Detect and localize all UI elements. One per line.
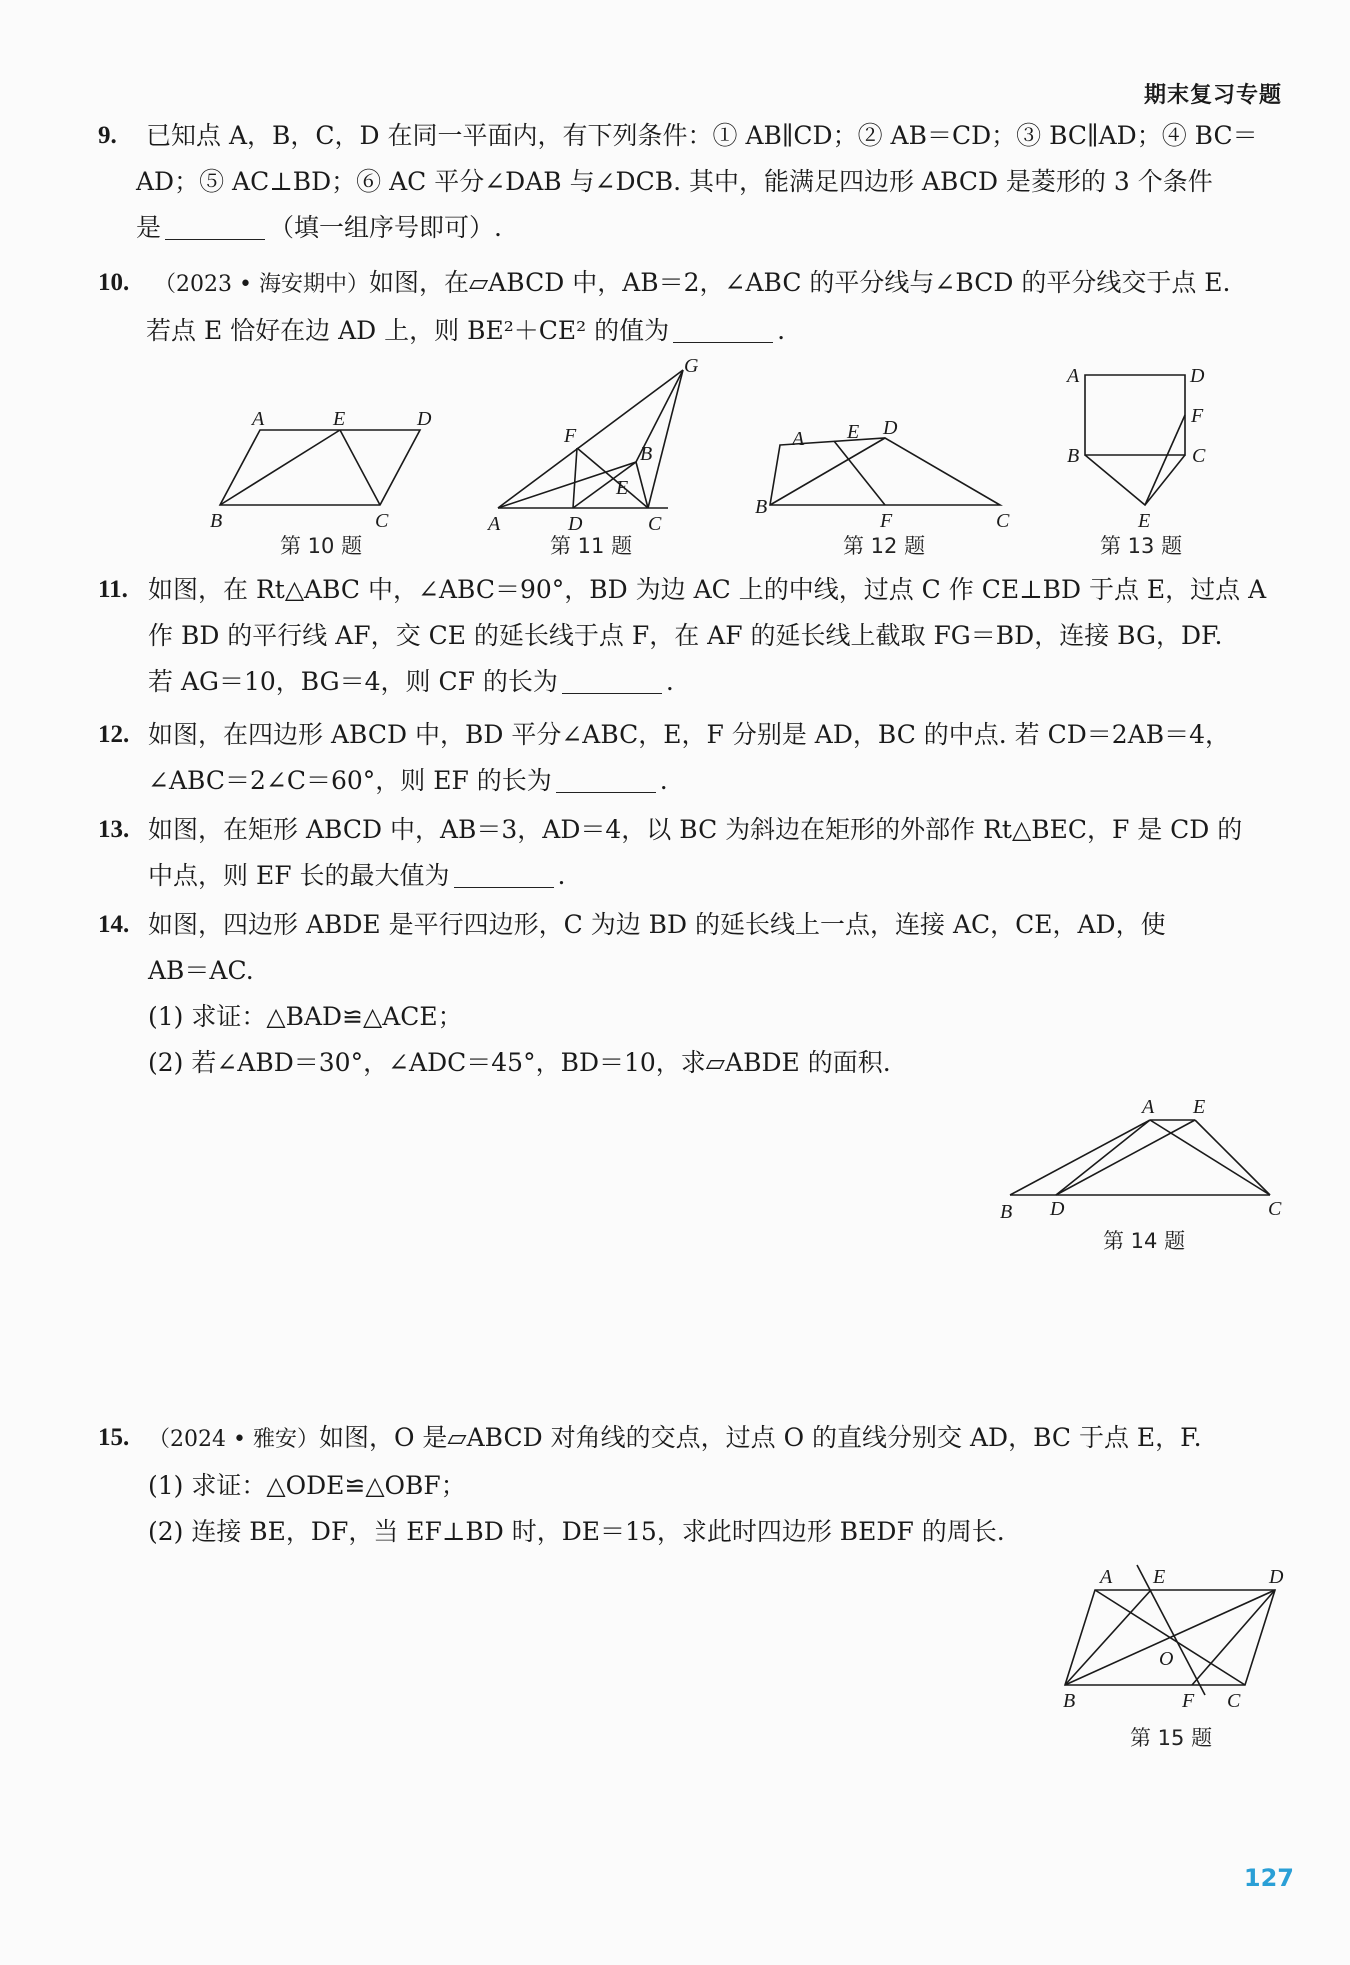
label-f: F	[1191, 405, 1204, 427]
segment-ad	[1056, 1120, 1150, 1195]
answer-blank[interactable]	[556, 762, 656, 793]
segment-ed	[1056, 1120, 1195, 1195]
label-e: E	[847, 421, 860, 443]
label-c: C	[375, 510, 389, 532]
question-12	[98, 712, 1282, 804]
question-number: 9.	[98, 122, 117, 149]
answer-blank[interactable]	[165, 209, 265, 240]
segment-be	[1065, 1590, 1151, 1685]
question-14	[98, 902, 1282, 1086]
label-a: A	[252, 408, 265, 430]
question-11	[98, 567, 1282, 705]
label-d: D	[1269, 1566, 1284, 1588]
label-c: C	[1192, 445, 1206, 467]
segment-ec	[1195, 1120, 1270, 1195]
page-number: 127	[1243, 1864, 1294, 1892]
segment-ef	[1145, 415, 1185, 505]
question-10	[98, 260, 1282, 354]
page-header: 期末复习专题	[1143, 83, 1282, 108]
question-text: 已知点 A，B，C，D 在同一平面内，有下列条件：① AB∥CD；② AB＝CD；③ BC∥AD；④ BC＝	[146, 121, 1258, 150]
figure-13-diagram	[1055, 360, 1225, 535]
label-d: D	[1190, 365, 1205, 387]
label-f: F	[880, 510, 893, 532]
figure-11-diagram	[488, 355, 699, 535]
figure-13	[1055, 360, 1225, 535]
quadrilateral-abcd	[770, 438, 1000, 505]
label-a: A	[1067, 365, 1080, 387]
question-number: 13.	[98, 816, 130, 843]
label-e: E	[616, 477, 629, 499]
question-text: .	[665, 667, 674, 696]
question-text-line	[148, 853, 1282, 899]
question-text: 若 AG＝10，BG＝4，则 CF 的长为	[148, 667, 558, 696]
label-a: A	[488, 513, 501, 535]
segment-ef	[834, 441, 885, 505]
question-text: .	[557, 861, 566, 890]
question-number: 15.	[98, 1424, 130, 1451]
question-number: 12.	[98, 721, 130, 748]
figure-15	[1055, 1555, 1285, 1715]
question-text: 作 BD 的平行线 AF，交 CE 的延长线于点 F，在 AF 的延长线上截取 FG＝BD，连接 BG，DF.	[148, 621, 1223, 650]
answer-blank[interactable]	[454, 857, 554, 888]
label-b: B	[1000, 1201, 1013, 1223]
question-text: .	[659, 766, 668, 795]
segment-ce	[340, 430, 380, 505]
label-a: A	[1142, 1096, 1155, 1118]
question-text: 如图，在 Rt△ABC 中，∠ABC＝90°，BD 为边 AC 上的中线，过点 C 作 CE⊥BD 于点 E，过点 A	[148, 575, 1267, 604]
segment-be	[220, 430, 340, 505]
question-source: （2023 • 海安期中）	[154, 272, 369, 297]
label-e: E	[1138, 510, 1151, 532]
label-e: E	[1153, 1566, 1166, 1588]
subquestion-1: (1) 求证：△ODE≌△OBF；	[148, 1471, 466, 1500]
question-text: 中点，则 EF 长的最大值为	[148, 861, 450, 890]
figure-11-caption: 第 11 题	[550, 534, 633, 558]
question-source: （2024 • 雅安）	[148, 1427, 319, 1452]
question-text: 若点 E 恰好在边 AD 上，则 BE²＋CE² 的值为	[146, 316, 670, 345]
question-text-line	[146, 308, 1282, 354]
figure-13-caption: 第 13 题	[1100, 534, 1183, 558]
rectangle-abcd	[1085, 375, 1185, 455]
question-13	[98, 807, 1282, 899]
label-b: B	[210, 510, 223, 532]
label-e: E	[1193, 1096, 1206, 1118]
question-9	[98, 113, 1282, 251]
figure-10-diagram	[210, 405, 440, 535]
question-text: AB＝AC.	[148, 956, 254, 985]
label-f: F	[564, 425, 577, 447]
subquestion-2: (2) 若∠ABD＝30°，∠ADC＝45°，BD＝10，求▱ABDE 的面积.	[148, 1048, 891, 1077]
label-b: B	[1063, 1690, 1076, 1712]
question-text: 是	[136, 213, 162, 242]
label-b: B	[640, 443, 653, 465]
figure-14-diagram	[1000, 1095, 1300, 1230]
diagonal-ac	[1095, 1590, 1245, 1685]
label-a: A	[792, 428, 805, 450]
question-text: .	[777, 316, 786, 345]
figure-14-caption: 第 14 题	[1103, 1229, 1186, 1253]
figure-15-caption: 第 15 题	[1130, 1726, 1213, 1750]
question-number: 14.	[98, 911, 130, 938]
label-c: C	[1268, 1198, 1282, 1220]
label-c: C	[1227, 1690, 1241, 1712]
segment-ac	[1150, 1120, 1270, 1195]
line-ef	[1137, 1565, 1205, 1695]
segment-bc	[636, 462, 648, 508]
figure-12	[750, 410, 1020, 535]
answer-blank[interactable]	[673, 312, 773, 343]
question-text: 如图，在四边形 ABCD 中，BD 平分∠ABC，E，F 分别是 AD，BC 的中点. 若 CD＝2AB＝4，	[148, 720, 1231, 749]
question-number: 10.	[98, 269, 130, 296]
label-b: B	[1067, 445, 1080, 467]
question-text-line	[148, 1415, 1282, 1463]
subquestion-2: (2) 连接 BE，DF，当 EF⊥BD 时，DE＝15，求此时四边形 BEDF 的周长.	[148, 1517, 1005, 1546]
question-text-line	[148, 758, 1282, 804]
figure-11	[488, 355, 699, 535]
question-number: 11.	[98, 576, 128, 603]
parallelogram-abcd	[220, 430, 420, 505]
question-text-line	[136, 205, 1282, 251]
question-15	[98, 1415, 1282, 1555]
label-f: F	[1182, 1690, 1195, 1712]
question-text-line	[148, 659, 1282, 705]
label-a: A	[1100, 1566, 1113, 1588]
label-g: G	[684, 355, 699, 377]
label-c: C	[648, 513, 662, 535]
label-d: D	[1050, 1198, 1065, 1220]
segment-bd	[770, 438, 885, 505]
figure-15-diagram	[1055, 1555, 1285, 1715]
question-text: 如图，四边形 ABDE 是平行四边形，C 为边 BD 的延长线上一点，连接 AC，CE，AD，使	[148, 910, 1166, 939]
label-e: E	[333, 408, 346, 430]
label-d: D	[568, 513, 583, 535]
question-text: 如图，在▱ABCD 中，AB＝2，∠ABC 的平分线与∠BCD 的平分线交于点 E.	[368, 268, 1231, 297]
triangle-bec	[1085, 455, 1185, 505]
figure-10-caption: 第 10 题	[280, 534, 363, 558]
question-text-line	[154, 260, 1282, 308]
segment-fd	[573, 448, 577, 508]
question-text: 如图，在矩形 ABCD 中，AB＝3，AD＝4，以 BC 为斜边在矩形的外部作 Rt△BEC，F 是 CD 的	[148, 815, 1243, 844]
figure-10	[210, 405, 440, 535]
label-d: D	[883, 417, 898, 439]
question-text: AD；⑤ AC⊥BD；⑥ AC 平分∠DAB 与∠DCB. 其中，能满足四边形 ABCD 是菱形的 3 个条件	[136, 167, 1213, 196]
question-text: （填一组序号即可）.	[269, 213, 502, 242]
question-text: ∠ABC＝2∠C＝60°，则 EF 的长为	[148, 766, 552, 795]
label-b: B	[755, 496, 768, 518]
segment-ag	[498, 370, 683, 508]
subquestion-1: (1) 求证：△BAD≌△ACE；	[148, 1002, 463, 1031]
segment-df	[1192, 1590, 1275, 1685]
label-c: C	[996, 510, 1010, 532]
segment-gc	[648, 370, 683, 508]
label-d: D	[417, 408, 432, 430]
figure-12-caption: 第 12 题	[843, 534, 926, 558]
segment-ba	[1010, 1120, 1150, 1195]
label-o: O	[1159, 1648, 1174, 1670]
figure-14	[1000, 1095, 1300, 1230]
question-text: 如图，O 是▱ABCD 对角线的交点，过点 O 的直线分别交 AD，BC 于点 E，F.	[318, 1423, 1202, 1452]
figure-12-diagram	[750, 410, 1020, 535]
answer-blank[interactable]	[562, 663, 662, 694]
